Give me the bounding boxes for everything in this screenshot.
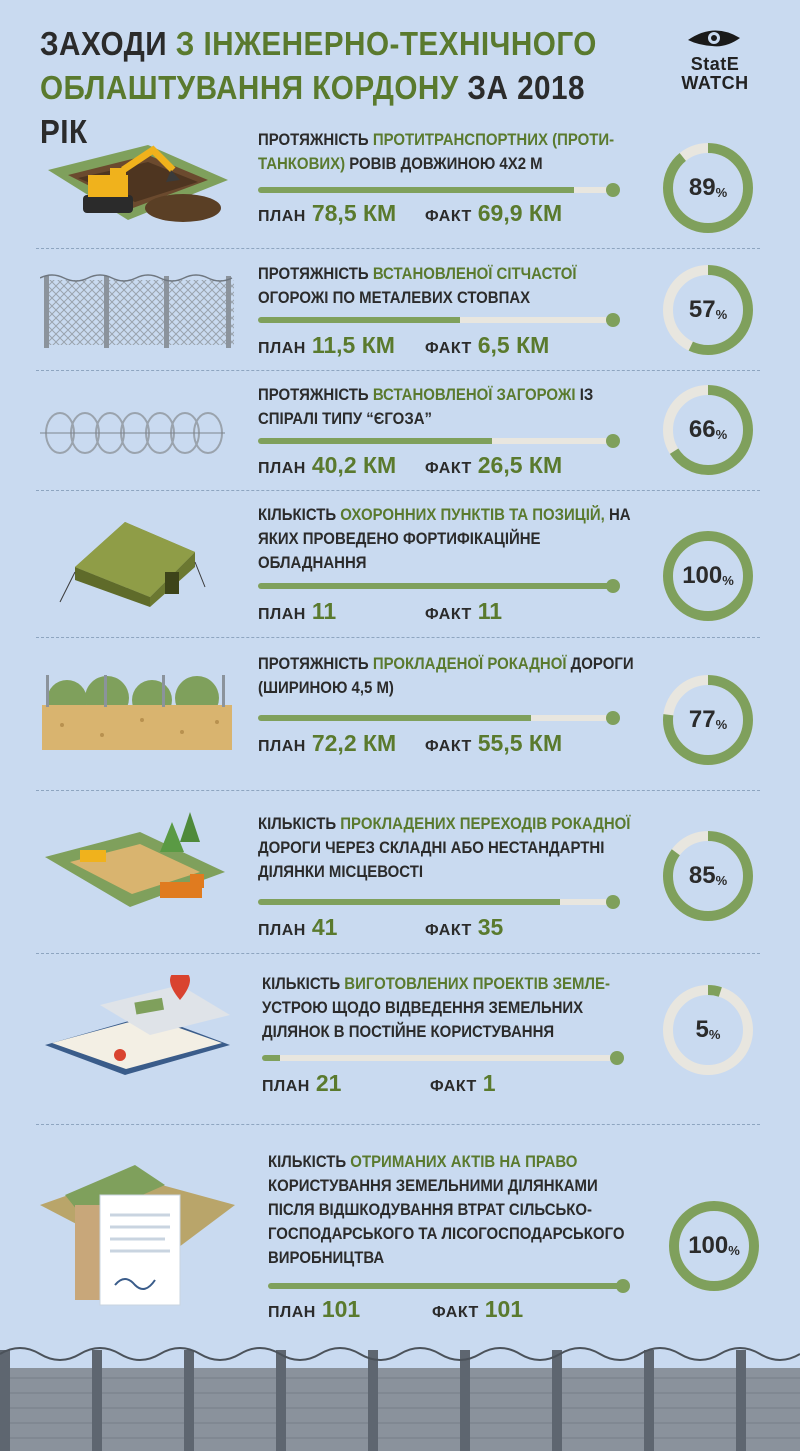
- progress-bar-end-dot: [606, 434, 620, 448]
- plan-value: [258, 200, 396, 227]
- progress-bar-end-dot: [616, 1279, 630, 1293]
- section-divider: [36, 953, 760, 954]
- metric-description: [258, 812, 636, 884]
- progress-bar-fill: [258, 715, 531, 721]
- title-part-2: З ІНЖЕНЕРНО-ТЕХНІЧНОГО ОБЛАШТУВАННЯ КОРДОНУ: [40, 25, 597, 106]
- signed-act-document-icon: [35, 1165, 235, 1320]
- percent-sign: %: [708, 1026, 721, 1042]
- metric-highlight: ВСТАНОВЛЕНОЇ СІТЧАСТОЇ: [372, 264, 577, 283]
- percent-number: 57: [688, 296, 716, 323]
- progress-bar-fill: [262, 1055, 280, 1061]
- progress-bar-end-dot: [610, 1051, 624, 1065]
- percent-donut: [660, 382, 756, 478]
- percent-donut: [660, 982, 756, 1078]
- metric-suffix: ДОРОГИ ЧЕРЕЗ СКЛАДНІ АБО НЕСТАНДАРТНІ ДІЛЯНКИ МІСЦЕВОСТІ: [258, 838, 605, 881]
- percent-number: 100: [682, 562, 723, 589]
- metric-highlight: ОТРИМАНИХ АКТІВ НА ПРАВО: [350, 1152, 578, 1171]
- percent-label: [660, 828, 756, 924]
- plan-number: 72,2 КМ: [311, 730, 397, 756]
- plan-label: ПЛАН: [258, 340, 306, 357]
- fakt-number: 55,5 КМ: [477, 730, 563, 756]
- percent-label: [660, 528, 756, 624]
- plan-value: [258, 332, 395, 359]
- plan-label: ПЛАН: [258, 738, 306, 755]
- percent-number: 89: [688, 174, 716, 201]
- progress-bar-fill: [258, 438, 492, 444]
- progress-bar-end-dot: [606, 895, 620, 909]
- metric-description: [262, 972, 640, 1044]
- metric-suffix: ОГОРОЖІ ПО МЕТАЛЕВИХ СТОВПАХ: [258, 288, 531, 307]
- progress-bar-fill: [258, 899, 560, 905]
- metric-highlight: ОХОРОННИХ ПУНКТІВ ТА ПОЗИЦІЙ,: [340, 505, 609, 524]
- percent-donut: [660, 262, 756, 358]
- plan-value: [258, 914, 337, 941]
- percent-label: [660, 262, 756, 358]
- metric-prefix: ПРОТЯЖНІСТЬ: [258, 130, 373, 149]
- section-divider: [36, 637, 760, 638]
- section-divider: [36, 248, 760, 249]
- metric-suffix: КОРИСТУВАННЯ ЗЕМЕЛЬНИМИ ДІЛЯНКАМИ ПІСЛЯ ВІДШКОДУВАННЯ ВТРАТ СІЛЬСЬКО-ГОСПОДАРСЬКОГО ТА ЛІСОГОСПОДАРСЬКОГО ВИРОБНИЦТВА: [268, 1176, 625, 1267]
- plan-number: 21: [315, 1070, 342, 1096]
- percent-number: 66: [688, 416, 716, 443]
- fakt-number: 26,5 КМ: [477, 452, 563, 478]
- land-map-document-icon: [40, 975, 240, 1080]
- fakt-number: 11: [477, 598, 503, 624]
- metric-description: [258, 128, 636, 176]
- metric-suffix: ДОРОГИ (ШИРИНОЮ 4,5 М): [258, 654, 634, 697]
- plan-number: 40,2 КМ: [311, 452, 397, 478]
- fakt-label: ФАКТ: [430, 1078, 477, 1095]
- percent-sign: %: [715, 184, 728, 200]
- plan-label: ПЛАН: [262, 1078, 310, 1095]
- fakt-label: ФАКТ: [425, 208, 472, 225]
- percent-number: 5: [695, 1016, 709, 1043]
- percent-sign: %: [715, 872, 728, 888]
- metric-description: [258, 503, 636, 575]
- plan-value: [268, 1296, 360, 1323]
- progress-bar-end-dot: [606, 711, 620, 725]
- fakt-number: 101: [484, 1296, 524, 1322]
- progress-bar-fill: [258, 187, 574, 193]
- metric-prefix: КІЛЬКІСТЬ: [258, 505, 341, 524]
- metric-prefix: КІЛЬКІСТЬ: [268, 1152, 351, 1171]
- military-tent-icon: [55, 512, 215, 617]
- plan-number: 41: [311, 914, 338, 940]
- patrol-road-icon: [42, 670, 232, 755]
- excavator-trench-icon: [38, 140, 238, 235]
- progress-bar-fill: [258, 317, 460, 323]
- percent-label: [660, 140, 756, 236]
- metric-prefix: ПРОТЯЖНІСТЬ: [258, 385, 373, 404]
- progress-bar-end-dot: [606, 313, 620, 327]
- percent-label: [660, 982, 756, 1078]
- fakt-value: [425, 332, 549, 359]
- fakt-label: ФАКТ: [425, 922, 472, 939]
- metric-highlight: ПРОКЛАДЕНИХ ПЕРЕХОДІВ РОКАДНОЇ: [340, 814, 631, 833]
- metric-suffix: РОВІВ ДОВЖИНОЮ 4Х2 М: [349, 154, 543, 173]
- fakt-label: ФАКТ: [425, 738, 472, 755]
- progress-bar-end-dot: [606, 579, 620, 593]
- fakt-number: 1: [482, 1070, 496, 1096]
- fakt-value: [425, 730, 562, 757]
- metric-suffix: УСТРОЮ ЩОДО ВІДВЕДЕННЯ ЗЕМЕЛЬНИХ ДІЛЯНОК В ПОСТІЙНЕ КОРИСТУВАННЯ: [262, 998, 584, 1041]
- metric-description: [268, 1150, 646, 1270]
- logo-line-1: StatE: [690, 54, 740, 74]
- progress-bar-track: [258, 715, 613, 721]
- metric-highlight: ВИГОТОВЛЕНИХ ПРОЕКТІВ ЗЕМЛЕ-: [344, 974, 610, 993]
- plan-number: 11: [311, 598, 337, 624]
- fakt-value: [430, 1070, 496, 1097]
- percent-sign: %: [722, 572, 734, 588]
- fakt-number: 69,9 КМ: [477, 200, 563, 226]
- fakt-value: [425, 598, 502, 625]
- road-construction-icon: [40, 812, 230, 917]
- metric-description: [258, 652, 636, 700]
- section-divider: [36, 370, 760, 371]
- chainlink-fence-icon: [40, 270, 240, 355]
- metric-highlight: ПРОТИТРАНСПОРТНИХ (ПРОТИ-ТАНКОВИХ): [258, 130, 615, 173]
- progress-bar-track: [268, 1283, 623, 1289]
- plan-label: ПЛАН: [258, 606, 306, 623]
- percent-label: [660, 382, 756, 478]
- metric-description: [258, 383, 636, 431]
- metric-suffix: ІЗ СПІРАЛІ ТИПУ “ЄГОЗА”: [258, 385, 594, 428]
- logo-line-2: WATCH: [681, 73, 749, 93]
- percent-number: 77: [688, 706, 716, 733]
- title-part-1: ЗАХОДИ: [40, 25, 168, 62]
- percent-donut: [660, 828, 756, 924]
- metric-prefix: КІЛЬКІСТЬ: [262, 974, 345, 993]
- fakt-value: [425, 200, 562, 227]
- progress-bar-track: [262, 1055, 617, 1061]
- plan-number: 78,5 КМ: [311, 200, 397, 226]
- metric-prefix: КІЛЬКІСТЬ: [258, 814, 341, 833]
- progress-bar-fill: [268, 1283, 623, 1289]
- percent-sign: %: [715, 306, 728, 322]
- border-fence-illustration: [0, 1338, 800, 1451]
- fakt-value: [425, 914, 503, 941]
- progress-bar-track: [258, 187, 613, 193]
- progress-bar-track: [258, 583, 613, 589]
- percent-donut: [666, 1198, 762, 1294]
- metric-highlight: ПРОКЛАДЕНОЇ РОКАДНОЇ: [372, 654, 571, 673]
- percent-label: [660, 672, 756, 768]
- fakt-label: ФАКТ: [425, 606, 472, 623]
- metric-description: [258, 262, 636, 310]
- percent-sign: %: [715, 716, 728, 732]
- plan-label: ПЛАН: [258, 460, 306, 477]
- metric-suffix: НА ЯКИХ ПРОВЕДЕНО ФОРТИФІКАЦІЙНЕ ОБЛАДНАННЯ: [258, 505, 631, 572]
- fakt-number: 6,5 КМ: [477, 332, 550, 358]
- progress-bar-fill: [258, 583, 613, 589]
- eye-icon: [686, 28, 742, 50]
- fakt-number: 35: [477, 914, 504, 940]
- plan-value: [258, 730, 396, 757]
- percent-label: [666, 1198, 762, 1294]
- progress-bar-track: [258, 899, 613, 905]
- title-part-3: ЗА 2018 РІК: [40, 69, 585, 150]
- metric-prefix: ПРОТЯЖНІСТЬ: [258, 654, 373, 673]
- metric-highlight: ВСТАНОВЛЕНОЇ ЗАГОРОЖІ: [372, 385, 580, 404]
- plan-label: ПЛАН: [258, 922, 306, 939]
- section-divider: [36, 490, 760, 491]
- plan-value: [258, 452, 396, 479]
- plan-label: ПЛАН: [258, 208, 306, 225]
- progress-bar-track: [258, 317, 613, 323]
- fakt-value: [425, 452, 562, 479]
- section-divider: [36, 1124, 760, 1125]
- plan-value: [258, 598, 336, 625]
- plan-label: ПЛАН: [268, 1304, 316, 1321]
- percent-donut: [660, 672, 756, 768]
- progress-bar-end-dot: [606, 183, 620, 197]
- razor-wire-icon: [40, 405, 225, 465]
- percent-donut: [660, 140, 756, 236]
- section-divider: [36, 790, 760, 791]
- percent-number: 85: [688, 862, 716, 889]
- statewatch-logo: [680, 28, 750, 108]
- plan-number: 11,5 КМ: [311, 332, 395, 358]
- progress-bar-track: [258, 438, 613, 444]
- metric-prefix: ПРОТЯЖНІСТЬ: [258, 264, 373, 283]
- plan-number: 101: [321, 1296, 361, 1322]
- fakt-value: [432, 1296, 523, 1323]
- fakt-label: ФАКТ: [425, 460, 472, 477]
- percent-donut: [660, 528, 756, 624]
- percent-sign: %: [728, 1242, 740, 1258]
- fakt-label: ФАКТ: [432, 1304, 479, 1321]
- fakt-label: ФАКТ: [425, 340, 472, 357]
- percent-sign: %: [715, 426, 728, 442]
- percent-number: 100: [688, 1232, 729, 1259]
- plan-value: [262, 1070, 341, 1097]
